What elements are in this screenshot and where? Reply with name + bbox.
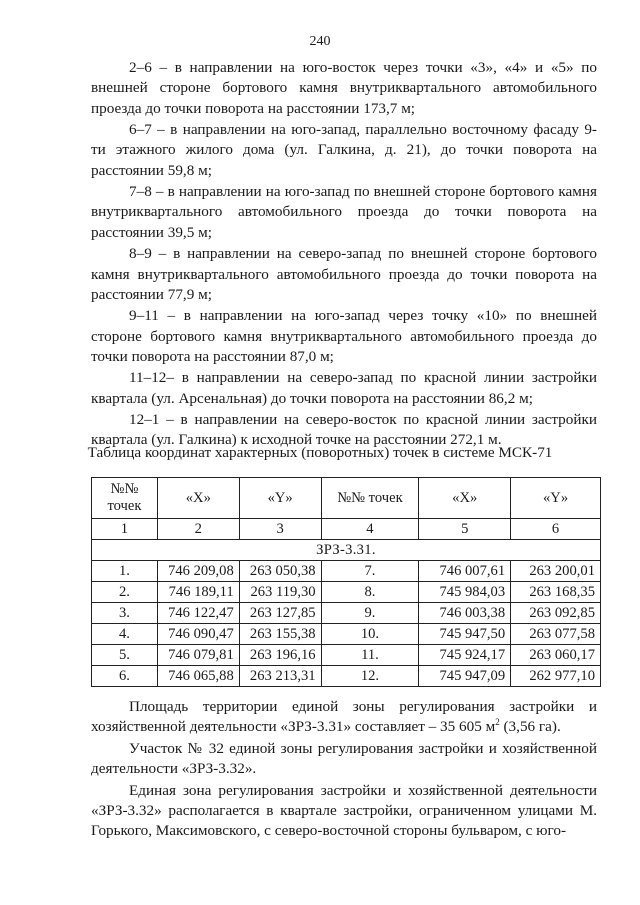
zone-label: ЗРЗ-3.31. bbox=[92, 540, 601, 561]
paragraph-segment-11-12: 11–12– в направлении на северо-запад по красной линии застройки квартала (ул. Арсенальная) до точки поворота на расстоянии 86,2 м; bbox=[91, 369, 597, 407]
column-number: 5 bbox=[419, 519, 511, 540]
column-number: 6 bbox=[511, 519, 601, 540]
y-coordinate-cell: 262 977,10 bbox=[511, 666, 601, 687]
paragraph-plot-32: Участок № 32 единой зоны регулирования застройки и хозяйственной деятельности «ЗРЗ-3.32». bbox=[91, 739, 597, 778]
x-coordinate-cell: 746 079,81 bbox=[157, 645, 239, 666]
table-row bbox=[92, 582, 601, 603]
point-number-cell: 1. bbox=[92, 561, 158, 582]
point-number-cell: 3. bbox=[92, 603, 158, 624]
y-coordinate-cell: 263 119,30 bbox=[239, 582, 321, 603]
y-coordinate-cell: 263 168,35 bbox=[511, 582, 601, 603]
header-point-number-1: №№ точек bbox=[92, 478, 158, 519]
header-y-1: «Y» bbox=[239, 478, 321, 519]
area-text-end: (3,56 га). bbox=[499, 718, 561, 736]
point-number-cell: 4. bbox=[92, 624, 158, 645]
column-number: 3 bbox=[239, 519, 321, 540]
coordinate-rows bbox=[92, 561, 601, 687]
area-unit-superscript: 2 bbox=[495, 717, 500, 728]
y-coordinate-cell: 263 060,17 bbox=[511, 645, 601, 666]
x-coordinate-cell: 746 189,11 bbox=[157, 582, 239, 603]
boundary-description bbox=[91, 58, 597, 452]
x-coordinate-cell: 745 947,50 bbox=[419, 624, 511, 645]
header-y-2: «Y» bbox=[511, 478, 601, 519]
area-text: Площадь территории единой зоны регулирования застройки и хозяйственной деятельности «ЗРЗ-3.31» составляет – 35 605 м bbox=[91, 698, 597, 736]
column-number: 4 bbox=[321, 519, 419, 540]
table-row bbox=[92, 603, 601, 624]
coordinates-table bbox=[91, 477, 601, 687]
paragraph-segment-7-8: 7–8 – в направлении на юго-запад по внешней стороне бортового камня внутриквартального автомобильного проезда до точки поворота на расстоянии 39,5 м; bbox=[91, 183, 597, 241]
zone-label-row bbox=[92, 540, 601, 561]
x-coordinate-cell: 745 947,09 bbox=[419, 666, 511, 687]
paragraph-zone-location: Единая зона регулирования застройки и хозяйственной деятельности «ЗРЗ-3.32» располагается в квартале застройки, ограниченном улицами М. Горького, Максимовского, с северо-восточной стороны бульваром, с юго- bbox=[91, 781, 597, 840]
column-number: 1 bbox=[92, 519, 158, 540]
y-coordinate-cell: 263 200,01 bbox=[511, 561, 601, 582]
x-coordinate-cell: 746 122,47 bbox=[157, 603, 239, 624]
x-coordinate-cell: 746 003,38 bbox=[419, 603, 511, 624]
header-x-2: «X» bbox=[419, 478, 511, 519]
y-coordinate-cell: 263 127,85 bbox=[239, 603, 321, 624]
table-header-row bbox=[92, 478, 601, 519]
point-number-cell: 12. bbox=[321, 666, 419, 687]
table-row bbox=[92, 561, 601, 582]
x-coordinate-cell: 746 065,88 bbox=[157, 666, 239, 687]
point-number-cell: 8. bbox=[321, 582, 419, 603]
paragraph-segment-2-6: 2–6 – в направлении на юго-восток через точки «3», «4» и «5» по внешней стороне бортового камня внутриквартального автомобильного проезда до точки поворота на расстоянии 173,7 м; bbox=[91, 59, 597, 117]
y-coordinate-cell: 263 213,31 bbox=[239, 666, 321, 687]
y-coordinate-cell: 263 196,16 bbox=[239, 645, 321, 666]
point-number-cell: 2. bbox=[92, 582, 158, 603]
paragraph-segment-9-11: 9–11 – в направлении на юго-запад через точку «10» по внешней стороне бортового камня внутриквартального автомобильного проезда до точки поворота на расстоянии 87,0 м; bbox=[91, 307, 597, 365]
column-number: 2 bbox=[157, 519, 239, 540]
point-number-cell: 6. bbox=[92, 666, 158, 687]
paragraph-segment-6-7: 6–7 – в направлении на юго-запад, параллельно восточному фасаду 9-ти этажного жилого дома (ул. Галкина, д. 21), до точки поворота на расстоянии 59,8 м; bbox=[91, 121, 597, 179]
table-caption: Таблица координат характерных (поворотных) точек в системе МСК-71 bbox=[87, 444, 553, 461]
x-coordinate-cell: 746 007,61 bbox=[419, 561, 511, 582]
paragraph-segment-8-9: 8–9 – в направлении на северо-запад по внешней стороне бортового камня внутриквартального автомобильного проезда до точки поворота на расстоянии 77,9 м; bbox=[91, 245, 597, 303]
header-point-number-2: №№ точек bbox=[321, 478, 419, 519]
x-coordinate-cell: 746 090,47 bbox=[157, 624, 239, 645]
x-coordinate-cell: 745 984,03 bbox=[419, 582, 511, 603]
y-coordinate-cell: 263 077,58 bbox=[511, 624, 601, 645]
table-row bbox=[92, 645, 601, 666]
table-row bbox=[92, 624, 601, 645]
table-row bbox=[92, 666, 601, 687]
lower-text bbox=[91, 697, 597, 843]
y-coordinate-cell: 263 092,85 bbox=[511, 603, 601, 624]
point-number-cell: 11. bbox=[321, 645, 419, 666]
point-number-cell: 7. bbox=[321, 561, 419, 582]
table-column-number-row bbox=[92, 519, 601, 540]
page-number: 240 bbox=[309, 34, 331, 49]
point-number-cell: 9. bbox=[321, 603, 419, 624]
y-coordinate-cell: 263 155,38 bbox=[239, 624, 321, 645]
point-number-cell: 5. bbox=[92, 645, 158, 666]
paragraph-segment-12-1: 12–1 – в направлении на северо-восток по красной линии застройки квартала (ул. Галкина) к исходной точке на расстоянии 272,1 м. bbox=[91, 411, 597, 449]
x-coordinate-cell: 746 209,08 bbox=[157, 561, 239, 582]
header-x-1: «X» bbox=[157, 478, 239, 519]
x-coordinate-cell: 745 924,17 bbox=[419, 645, 511, 666]
y-coordinate-cell: 263 050,38 bbox=[239, 561, 321, 582]
paragraph-area bbox=[91, 697, 597, 738]
point-number-cell: 10. bbox=[321, 624, 419, 645]
